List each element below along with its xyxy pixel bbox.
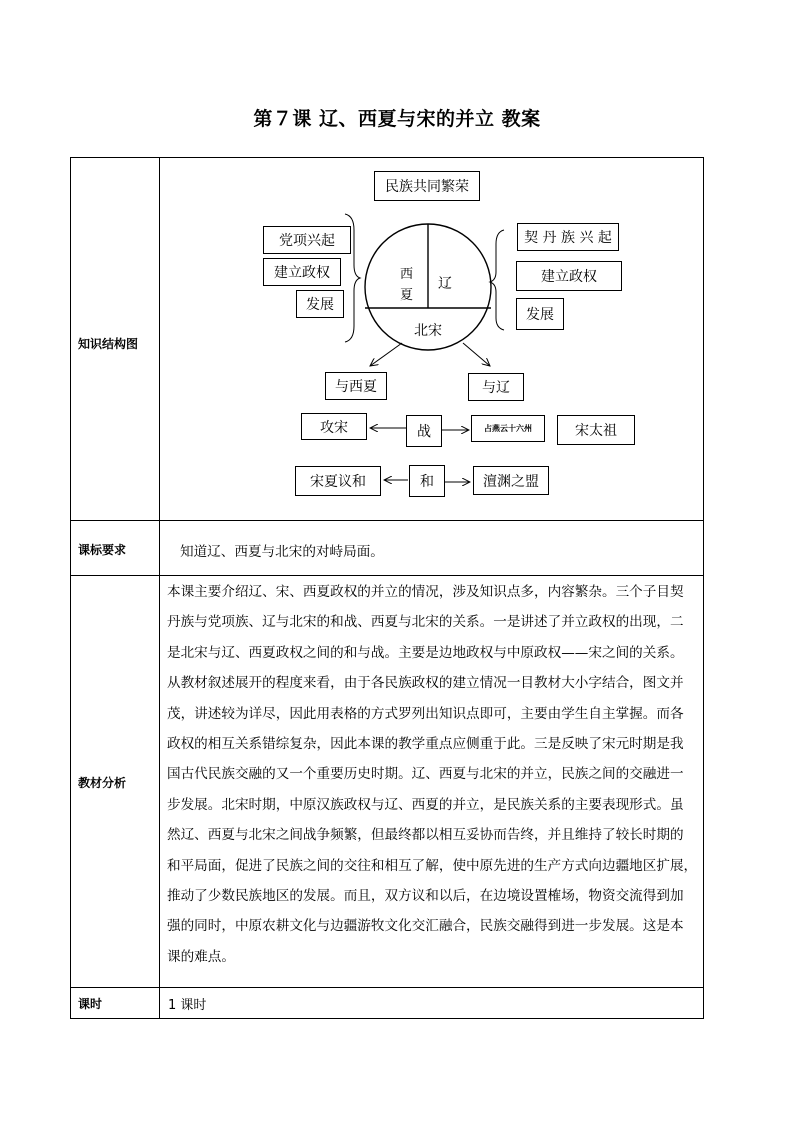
- analysis-line: 本课主要介绍辽、宋、西夏政权的并立的情况，涉及知识点多，内容繁杂。三个子目契: [167, 584, 684, 600]
- analysis-line: 课的难点。: [167, 948, 235, 965]
- analysis-line: 国古代民族交融的又一个重要历史时期。辽、西夏与北宋的并立，民族之间的交融进一: [167, 766, 684, 783]
- box-war: 战: [406, 415, 442, 447]
- box-khitan-rise: 契 丹 族 兴 起: [517, 223, 619, 251]
- period-text: 1 课时: [168, 998, 207, 1013]
- circle-label-xi: 西: [400, 267, 414, 282]
- box-common-prosperity: 民族共同繁荣: [374, 171, 480, 201]
- box-xixia-establish: 建立政权: [263, 258, 341, 286]
- analysis-line: 推动了少数民族地区的发展。而且，双方议和以后，在边境设置榷场，物资交流得到加: [167, 888, 684, 905]
- analysis-line: 政权的相互关系错综复杂，因此本课的教学重点应侧重于此。三是反映了宋元时期是我: [167, 736, 684, 753]
- box-liao-develop: 发展: [516, 298, 564, 330]
- analysis-line: 丹族与党项族、辽与北宋的和战、西夏与北宋的关系。一是讲述了并立政权的出现，二: [167, 614, 684, 631]
- analysis-line: 是北宋与辽、西夏政权之间的和与战。主要是边地政权与中原政权——宋之间的关系。: [167, 644, 684, 661]
- analysis-line: 茂，讲述较为详尽，因此用表格的方式罗列出知识点即可，主要由学生自主掌握。而各: [167, 705, 684, 722]
- row-label-standard: 课标要求: [78, 543, 127, 557]
- box-chanyuan-treaty: 澶渊之盟: [473, 466, 549, 495]
- arrow-to-xixia: [370, 343, 402, 366]
- box-with-liao: 与辽: [468, 373, 524, 401]
- row-label-analysis: 教材分析: [78, 776, 127, 790]
- page-title: 第７课 辽、西夏与宋的并立 教案: [253, 108, 541, 130]
- analysis-line: 然辽、西夏与北宋之间战争频繁，但最终都以相互妥协而告终，并且维持了较长时期的: [167, 827, 684, 844]
- box-liao-establish: 建立政权: [516, 261, 622, 291]
- analysis-line: 从教材叙述展开的程度来看，由于各民族政权的建立情况一目教材大小字结合，图文并: [167, 675, 684, 692]
- standard-text: 知道辽、西夏与北宋的对峙局面。: [180, 544, 384, 560]
- box-dangxiang-rise: 党项兴起: [263, 226, 351, 254]
- box-song-taizu: 宋太祖: [557, 415, 635, 445]
- analysis-line: 和平局面，促进了民族之间的交往和相互了解，使中原先进的生产方式向边疆地区扩展，: [167, 857, 698, 874]
- analysis-line: 强的同时，中原农耕文化与边疆游牧文化交汇融合，民族交融得到进一步发展。这是本: [167, 918, 684, 935]
- row-label-period: 课时: [78, 997, 103, 1011]
- circle-label-xia: 夏: [400, 288, 414, 303]
- circle-label-liao: 辽: [438, 276, 452, 292]
- box-peace: 和: [409, 465, 445, 497]
- box-song-xia-peace: 宋夏议和: [295, 466, 381, 496]
- arrow-to-liao: [463, 343, 490, 366]
- circle-label-northern-song: 北宋: [414, 323, 442, 339]
- box-sixteen-prefectures: 占燕云十六州: [471, 415, 545, 442]
- box-with-xixia: 与西夏: [325, 372, 387, 400]
- analysis-text: [167, 577, 699, 972]
- box-xixia-develop: 发展: [296, 290, 344, 318]
- analysis-line: 步发展。北宋时期，中原汉族政权与辽、西夏的并立，是民族关系的主要表现形式。虽: [167, 796, 684, 813]
- right-brace: [490, 230, 504, 330]
- box-attack-song: 攻宋: [301, 413, 367, 440]
- row-label-structure: 知识结构图: [78, 337, 139, 351]
